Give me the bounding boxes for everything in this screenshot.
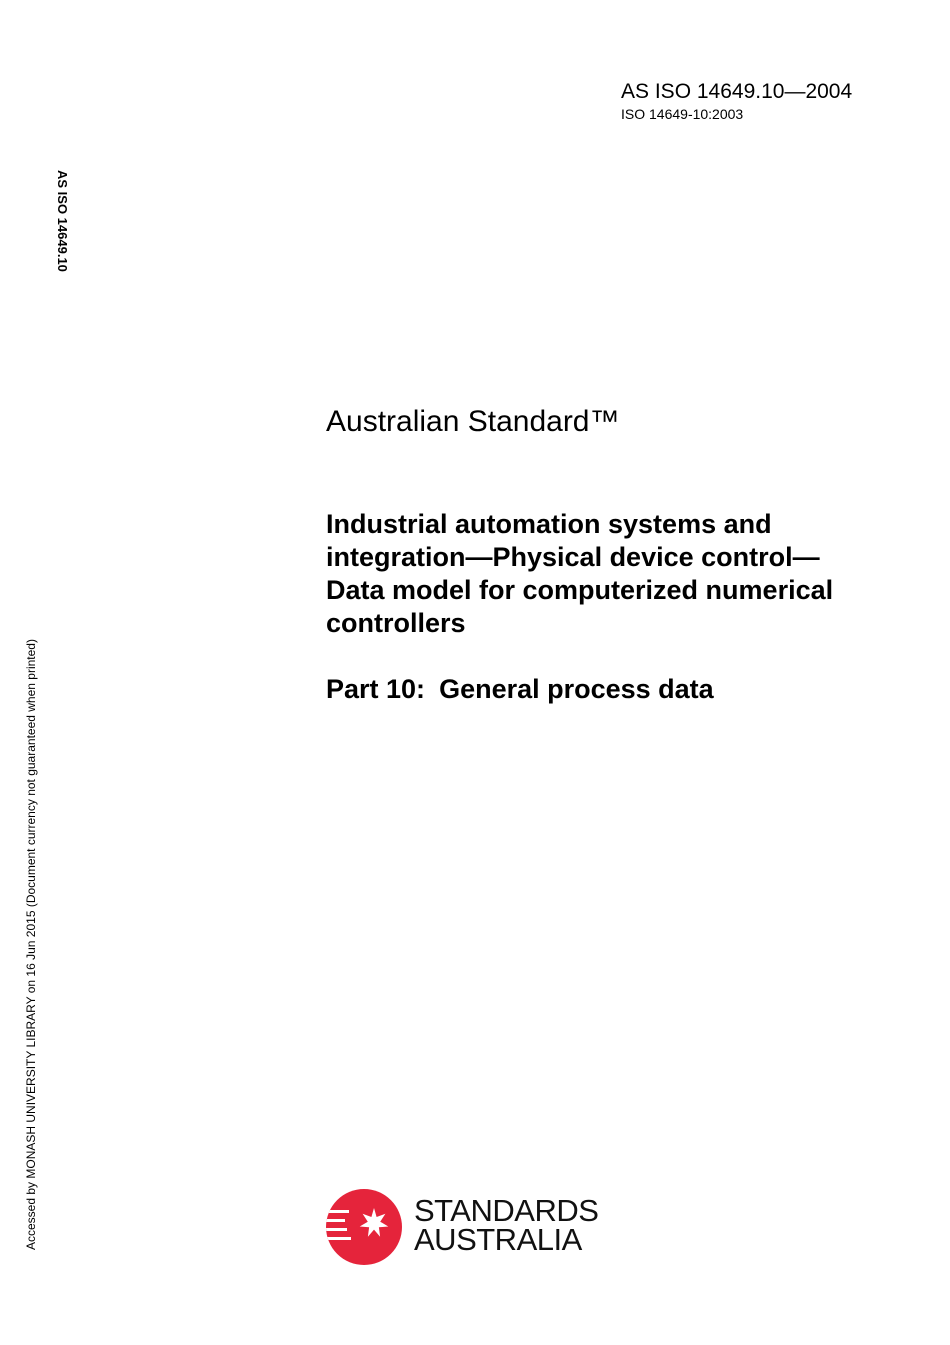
document-title-line: Industrial automation systems and <box>326 509 772 539</box>
spine-label: AS ISO 14649.10 <box>55 170 70 272</box>
logo-line-2: AUSTRALIA <box>414 1222 582 1257</box>
document-title-line: controllers <box>326 608 466 638</box>
standards-australia-logo <box>325 1188 615 1268</box>
part-name: General process data <box>439 674 714 704</box>
iso-reference-number: ISO 14649-10:2003 <box>621 106 744 122</box>
document-title-line: Data model for computerized numerical <box>326 575 834 605</box>
access-note: Accessed by MONASH UNIVERSITY LIBRARY on 16 Jun 2015 (Document currency not guaranteed when printed) <box>24 639 38 1250</box>
document-title-line: integration—Physical device control— <box>326 542 820 572</box>
southern-cross-star-icon <box>325 1188 403 1266</box>
logo-line-1: STANDARDS <box>414 1193 599 1228</box>
logo-wordmark <box>414 1193 599 1257</box>
part-number: Part 10: <box>326 674 426 704</box>
standard-number: AS ISO 14649.10—2004 <box>621 80 853 103</box>
series-title: Australian Standard™ <box>326 405 620 438</box>
document-title <box>326 508 886 640</box>
part-title <box>326 673 714 706</box>
